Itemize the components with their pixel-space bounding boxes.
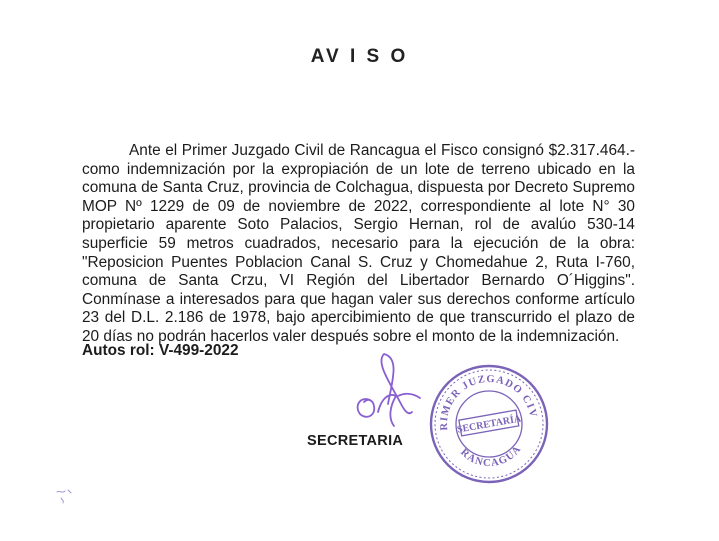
stamp-center-text: SECRETARÍA <box>456 413 522 436</box>
notice-paragraph: Ante el Primer Juzgado Civil de Rancagua el Fisco consignó $2.317.464.- como indemnización por la expropiación de un lote de terreno ubicado en la comuna de Santa Cruz, provincia de Colchagua, dispuesta por Decreto Supremo MOP Nº 1229 de 09 de noviembre de 2022, correspondiente al lote N° 30 propietario aparente Soto Palacios, Sergio Hernan, rol de avalúo 530-14 superficie 59 metros cuadrados, necesario para la ejecución de la obra: "Reposicion Puentes Poblacion Canal S. Cruz y Chomedahue 2, Ruta I-760, comuna de Santa Crzu, VI Región del Libertador Bernardo O´Higgins". Conmínase a interesados para que hagan valer sus derechos conforme artículo 23 del D.L. 2.186 de 1978, bajo apercibimiento de que transcurrido el plazo de 20 días no podrán hacerlos valer después sobre el monto de la indemnización. <box>82 142 635 345</box>
secretaria-label: SECRETARIA <box>307 433 404 449</box>
margin-mark <box>54 486 76 508</box>
notice-title: AV I S O <box>310 46 409 67</box>
stamp-bottom-text: RANCAGUA <box>458 443 524 470</box>
notice-body <box>82 142 635 347</box>
stamp-top-text: PRIMER JUZGADO CIVIL <box>438 373 539 431</box>
handwritten-signature <box>348 352 428 432</box>
court-seal-stamp <box>427 362 551 486</box>
case-rol: Autos rol: V-499-2022 <box>82 342 239 359</box>
